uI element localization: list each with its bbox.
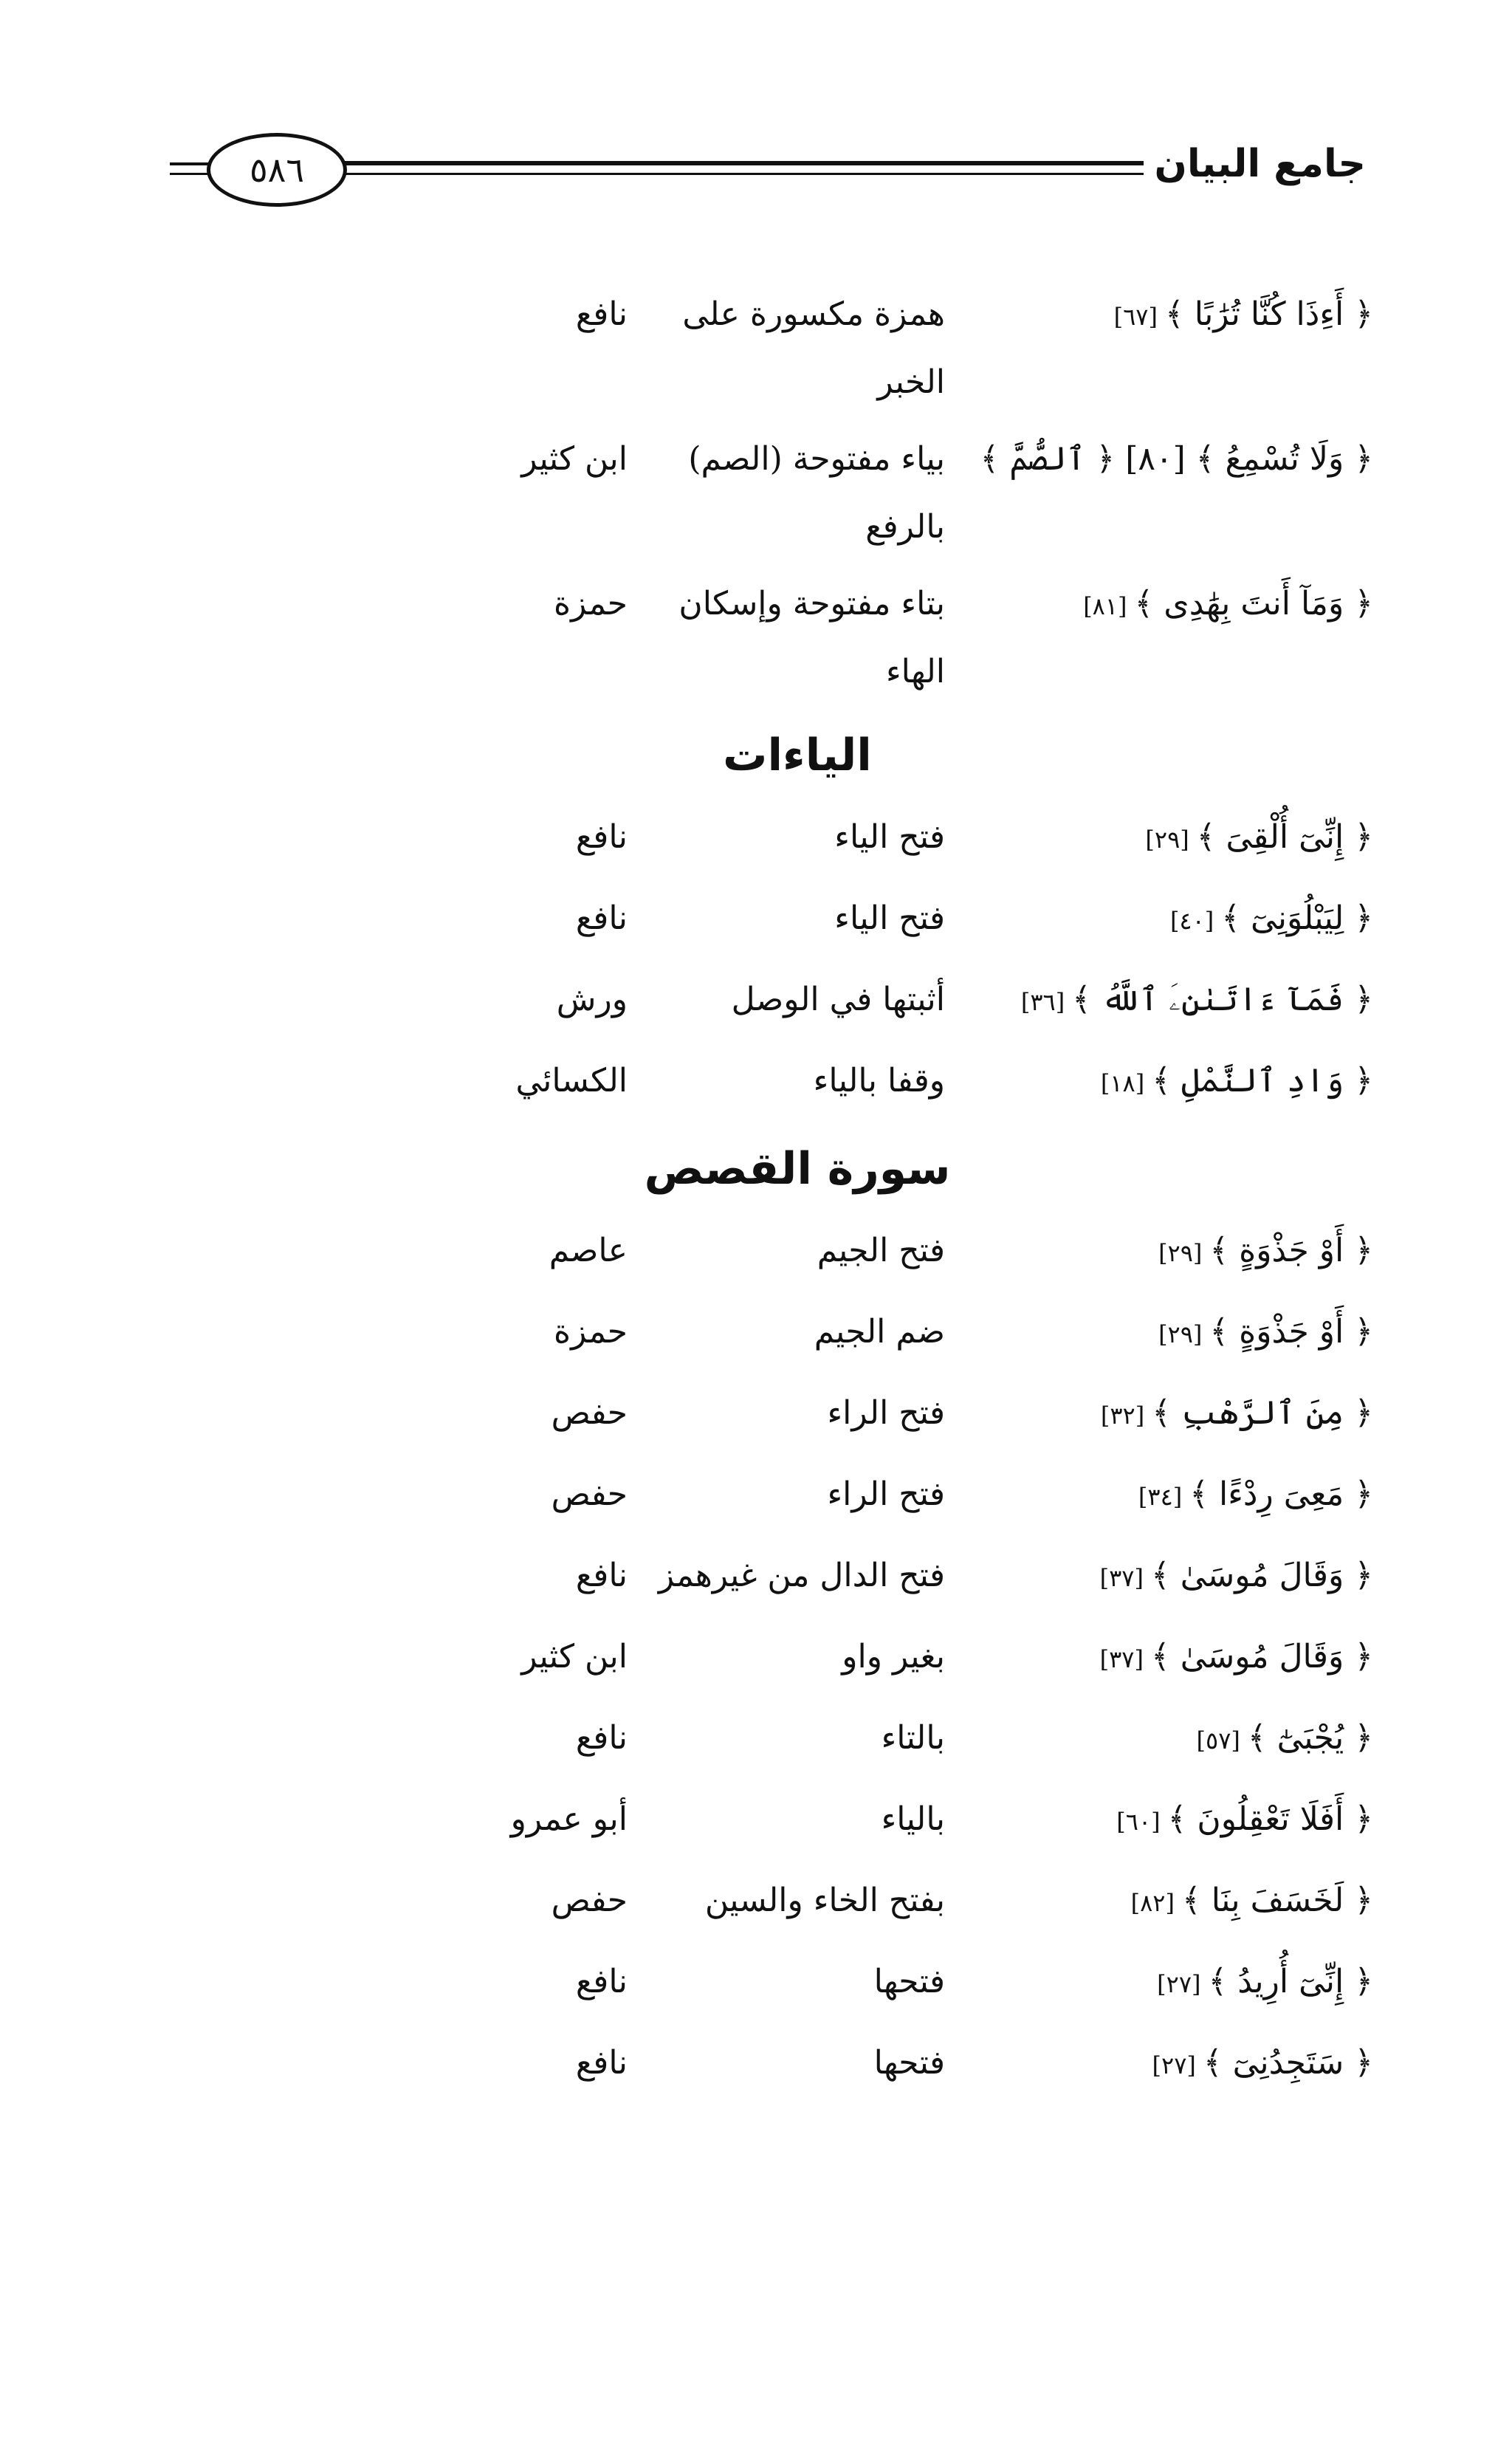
quran-phrase: ﴿ وَقَالَ مُوسَىٰ ﴾[٣٧] [1099, 1557, 1373, 1594]
quran-phrase: ﴿ إِنِّىٓ أُرِيدُ ﴾[٢٧] [1157, 1963, 1373, 2000]
reader-name: نافع [575, 899, 628, 937]
table-row [221, 1379, 1373, 1461]
reader-name: نافع [575, 818, 628, 856]
reader-name: ابن كثير [521, 1638, 628, 1676]
table-row [221, 281, 1373, 425]
table-row [221, 1704, 1373, 1786]
verse-ref: [٣٤] [1138, 1483, 1183, 1511]
reading-description: بالياء [881, 1800, 945, 1838]
reader-name: عاصم [549, 1232, 628, 1269]
reader-name: ابن كثير [521, 440, 628, 478]
section-title-yaat: الياءات [723, 730, 872, 781]
reader-name: أبو عمرو [510, 1800, 628, 1838]
table-row [221, 885, 1373, 966]
table-row [221, 1217, 1373, 1298]
quran-phrase: ﴿ فَمَآ ءَاتَىٰنِۦَ ٱللَّهُ ﴾[٣٦] [1020, 981, 1373, 1018]
reading-description: فتحها [873, 1963, 945, 2000]
reading-description: بغير واو [842, 1638, 945, 1676]
table-row [221, 1786, 1373, 1867]
reading-description: همزة مكسورة على الخبر [682, 295, 945, 401]
quran-phrase: ﴿ وَادِ ٱلنَّمْلِ ﴾[١٨] [1100, 1062, 1373, 1100]
quran-phrase: ﴿ إِنِّىٓ أُلْقِىَ ﴾[٢٩] [1145, 818, 1373, 856]
table-row [221, 1948, 1373, 2029]
header-rule-thin [303, 173, 1159, 175]
quran-phrase: ﴿ أَوْ جَذْوَةٍ ﴾[٢٩] [1158, 1232, 1373, 1269]
reading-description: فتح الراء [827, 1475, 945, 1513]
book-title: جامع البيان [1144, 142, 1366, 186]
quran-phrase: ﴿ يُجْبَىٰٓ ﴾[٥٧] [1196, 1719, 1373, 1757]
reading-description: فتح الجيم [817, 1232, 945, 1269]
verse-ref: [٣٧] [1099, 1645, 1144, 1673]
verse-ref: [٢٧] [1157, 1970, 1201, 1998]
verse-ref: [٢٧] [1152, 2051, 1196, 2079]
verse-ref: [١٨] [1100, 1069, 1145, 1097]
readings-table [221, 281, 1373, 2110]
reader-name: حمزة [554, 1313, 628, 1351]
reading-description: فتح الدال من غيرهمز [658, 1557, 945, 1594]
header-rule [303, 161, 1159, 165]
reading-description: فتحها [873, 2044, 945, 2082]
verse-ref: [٦٠] [1116, 1808, 1161, 1836]
quran-phrase: ﴿ أَءِذَا كُنَّا تُرَٰبًا ﴾[٦٧] [1113, 295, 1373, 333]
reading-description: بتاء مفتوحة وإسكان الهاء [678, 585, 945, 690]
reader-name: الكسائي [515, 1062, 628, 1100]
quran-phrase: ﴿ لَخَسَفَ بِنَا ﴾[٨٢] [1130, 1882, 1373, 1919]
verse-ref: [٣٧] [1099, 1564, 1144, 1592]
reader-name: حمزة [554, 585, 628, 623]
reader-name: حفص [551, 1475, 628, 1513]
table-row [221, 2029, 1373, 2110]
quran-phrase: ﴿ لِيَبْلُوَنِىٓ ﴾[٤٠] [1169, 899, 1373, 937]
reading-description: بياء مفتوحة (الصم) بالرفع [688, 440, 945, 546]
page-number: ٥٨٦ [207, 133, 347, 207]
verse-ref: [٢٩] [1158, 1320, 1203, 1348]
quran-phrase: ﴿ أَفَلَا تَعْقِلُونَ ﴾[٦٠] [1116, 1800, 1373, 1838]
table-row [221, 1623, 1373, 1704]
verse-ref: [٦٧] [1113, 303, 1158, 331]
table-row [221, 1542, 1373, 1623]
table-row [221, 1867, 1373, 1948]
quran-phrase: ﴿ مَعِىَ رِدْءًا ﴾[٣٤] [1138, 1475, 1373, 1513]
reader-name: نافع [575, 1719, 628, 1757]
reader-name: حفص [551, 1882, 628, 1919]
reading-description: وقفا بالياء [813, 1062, 945, 1100]
table-row [221, 425, 1373, 570]
table-row [221, 1298, 1373, 1379]
quran-phrase: ﴿ وَلَا تُسْمِعُ ﴾ [٨٠] ﴿ ٱلصُّمَّ ﴾ [980, 440, 1373, 478]
reading-description: فتح الراء [827, 1394, 945, 1432]
reader-name: ورش [556, 981, 628, 1018]
verse-ref: [٤٠] [1169, 907, 1214, 935]
verse-ref: [٢٩] [1145, 826, 1189, 854]
page-header [170, 133, 1366, 214]
reading-description: ضم الجيم [814, 1313, 945, 1351]
reading-description: بالتاء [881, 1719, 945, 1757]
reading-description: أثبتها في الوصل [731, 981, 945, 1018]
reading-description: فتح الياء [834, 899, 945, 937]
quran-phrase: ﴿ سَتَجِدُنِىٓ ﴾[٢٧] [1152, 2044, 1373, 2082]
section-title-qasas: سورة القصص [644, 1143, 951, 1195]
reading-description: بفتح الخاء والسين [704, 1882, 945, 1919]
reader-name: نافع [575, 2044, 628, 2082]
verse-ref: [٨٢] [1130, 1889, 1175, 1917]
table-row [221, 1047, 1373, 1128]
table-row [221, 803, 1373, 885]
quran-phrase: ﴿ مِنَ ٱلرَّهْبِ ﴾[٣٢] [1100, 1394, 1373, 1432]
quran-phrase: ﴿ أَوْ جَذْوَةٍ ﴾[٢٩] [1158, 1313, 1373, 1351]
table-row [221, 1461, 1373, 1542]
quran-phrase: ﴿ وَمَآ أَنتَ بِهَٰدِى ﴾[٨١] [1083, 585, 1373, 623]
table-row [221, 966, 1373, 1047]
verse-ref: [٨١] [1083, 592, 1127, 620]
reader-name: نافع [575, 1557, 628, 1594]
verse-ref: [٣٦] [1020, 988, 1065, 1016]
table-row [221, 570, 1373, 715]
verse-ref: [٥٧] [1196, 1726, 1240, 1755]
reader-name: حفص [551, 1394, 628, 1432]
reading-description: فتح الياء [834, 818, 945, 856]
reader-name: نافع [575, 295, 628, 333]
verse-ref: [٢٩] [1158, 1239, 1203, 1267]
verse-ref: [٣٢] [1100, 1402, 1145, 1430]
reader-name: نافع [575, 1963, 628, 2000]
quran-phrase: ﴿ وَقَالَ مُوسَىٰ ﴾[٣٧] [1099, 1638, 1373, 1676]
